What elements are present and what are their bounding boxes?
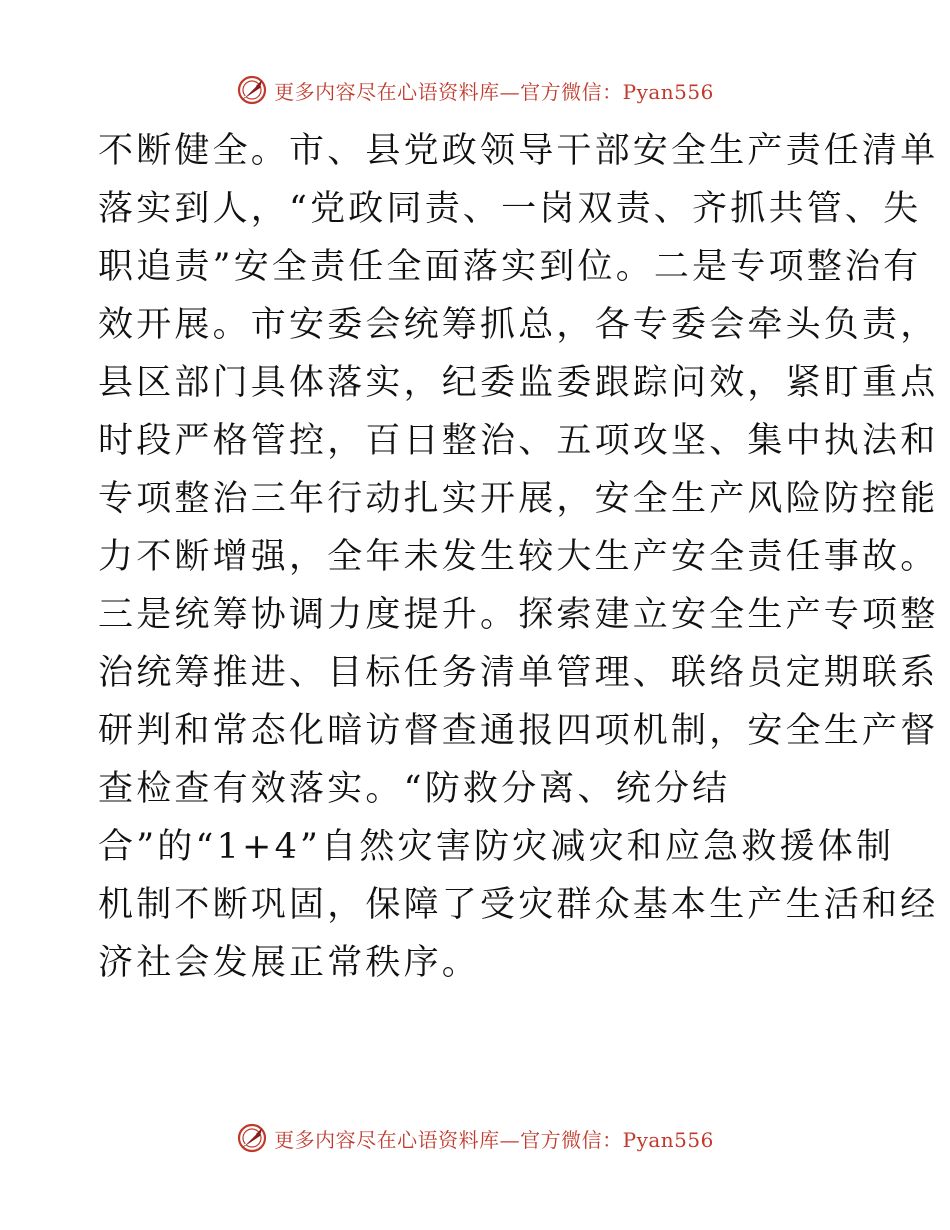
text-line: 力不断增强，全年未发生较大生产安全责任事故。	[98, 537, 939, 577]
text-line: 三是统筹协调力度提升。探索建立安全生产专项整	[98, 595, 939, 635]
header-watermark	[0, 70, 950, 110]
text-line: 时段严格管控，百日整治、五项攻坚、集中执法和	[98, 421, 939, 461]
text-line: 治统筹推进、目标任务清单管理、联络员定期联系	[98, 653, 939, 693]
text-line: 效开展。市安委会统筹抓总，各专委会牵头负责，	[98, 305, 939, 345]
text-line: 机制不断巩固，保障了受灾群众基本生产生活和经	[98, 885, 939, 925]
watermark-text: 更多内容尽在心语资料库—官方微信：Pyan556	[274, 1127, 714, 1152]
text-line: 职追责”安全责任全面落实到位。二是专项整治有	[98, 247, 922, 287]
text-line: 专项整治三年行动扎实开展，安全生产风险防控能	[98, 479, 939, 519]
quill-seal-icon	[236, 1122, 268, 1154]
text-line: 合”的“1+4”自然灾害防灾减灾和应急救援体制	[98, 827, 895, 867]
watermark-text: 更多内容尽在心语资料库—官方微信：Pyan556	[274, 79, 714, 104]
footer-watermark	[0, 1118, 950, 1158]
document-body	[98, 122, 939, 992]
text-line: 查检查有效落实。“防救分离、统分结	[98, 769, 731, 809]
text-line: 济社会发展正常秩序。	[98, 943, 481, 983]
text-line: 落实到人，“党政同责、一岗双责、齐抓共管、失	[98, 189, 922, 229]
text-line: 研判和常态化暗访督查通报四项机制，安全生产督	[98, 711, 939, 751]
text-line: 县区部门具体落实，纪委监委跟踪问效，紧盯重点	[98, 363, 939, 403]
text-line: 不断健全。市、县党政领导干部安全生产责任清单	[98, 131, 939, 171]
quill-seal-icon	[236, 74, 268, 106]
